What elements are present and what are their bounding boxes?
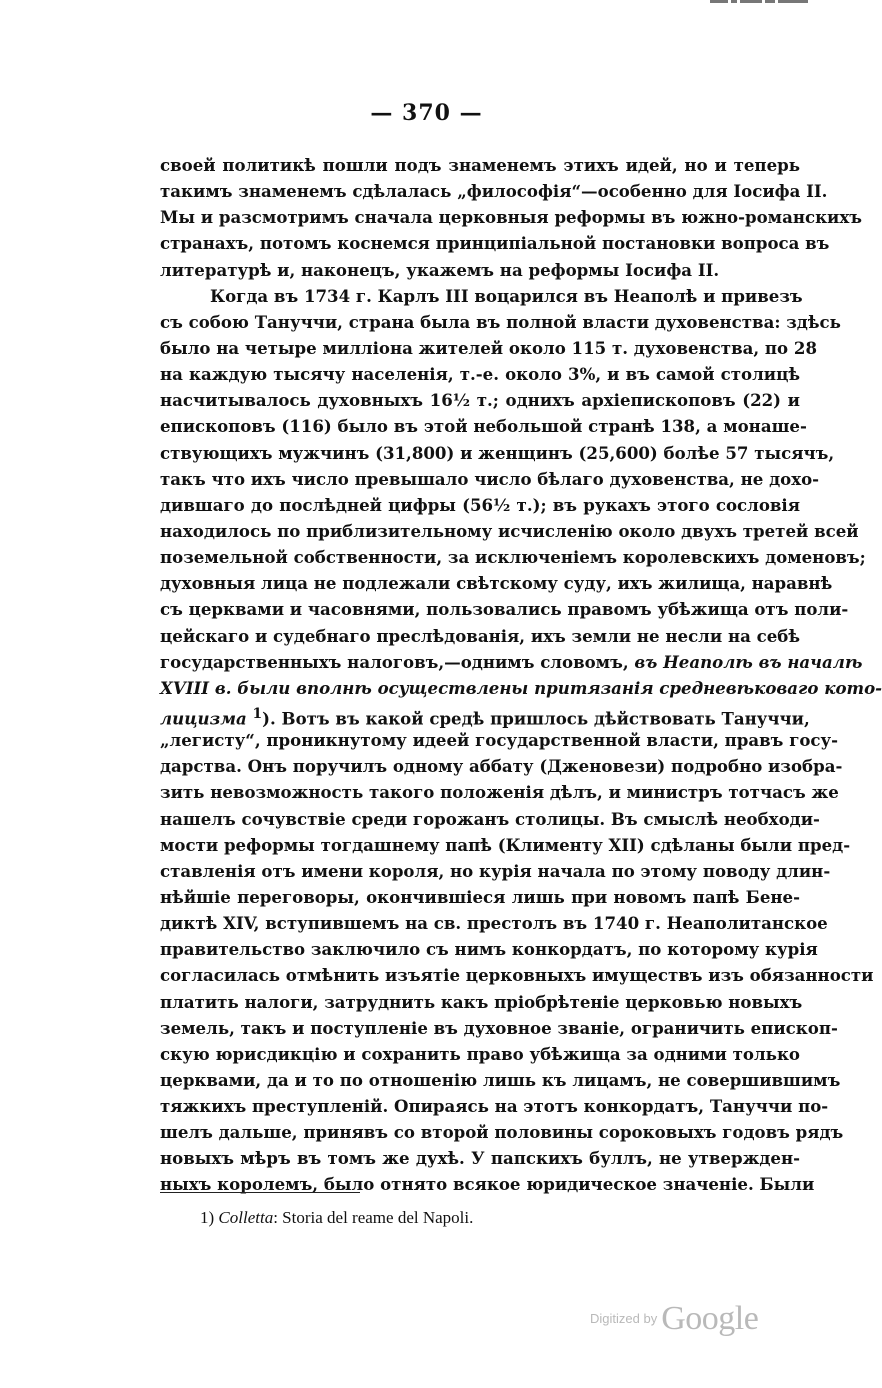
text-line: поземельной собственности, за исключеніемъ королевскихъ доменовъ;: [160, 547, 866, 568]
text-line: платить налоги, затруднить какъ пріобрѣтеніе церковью новыхъ: [160, 991, 803, 1012]
watermark-prefix: Digitized by: [590, 1311, 658, 1326]
text-line: зить невозможность такого положенія дѣлъ, и министръ тотчасъ же: [160, 782, 839, 803]
text-line: шелъ дальше, принявъ со второй половины сороковыхъ годовъ рядъ: [160, 1122, 844, 1143]
text-line: находилось по приблизительному исчисленію около двухъ третей всей: [160, 520, 859, 541]
text-line: странахъ, потомъ коснемся принципіальной постановки вопроса въ: [160, 233, 830, 254]
text-line: „легисту“, проникнутому идеей государственной власти, правъ госу-: [160, 730, 839, 751]
text-line: диктѣ XIV, вступившемъ на св. престолъ въ 1740 г. Неаполитанское: [160, 913, 828, 934]
text-line: насчитывалось духовныхъ 16½ т.; однихъ архіепископовъ (22) и: [160, 390, 800, 411]
italic-segment: лицизма: [160, 708, 247, 729]
italic-phrase: въ Неаполѣ въ началѣ: [634, 651, 863, 672]
text-line: на каждую тысячу населенія, т.-е. около 3%, и въ самой столицѣ: [160, 364, 800, 385]
text-line: правительство заключило съ нимъ конкордатъ, по которому курія: [160, 939, 818, 960]
italic-line: XVIII в. были вполнѣ осуществлены притязанія средневѣковаго кото-: [160, 677, 882, 698]
text-line: съ собою Тануччи, страна была въ полной власти духовенства: здѣсь: [160, 311, 841, 332]
text-line: мости реформы тогдашнему папѣ (Клименту XII) сдѣланы были пред-: [160, 834, 851, 855]
footnote-marker: 1): [200, 1208, 215, 1227]
digitized-watermark: [590, 1300, 790, 1340]
text-line: скую юрисдикцію и сохранить право убѣжища за одними только: [160, 1043, 800, 1064]
text-line: ныхъ королемъ, было отнято всякое юридическое значеніе. Были: [160, 1174, 815, 1195]
text-line: Мы и разсмотримъ сначала церковныя реформы въ южно-романскихъ: [160, 207, 862, 228]
text-segment: государственныхъ налоговъ,—однимъ словомъ,: [160, 651, 629, 672]
body-text: [160, 152, 882, 1198]
text-line: церквами, да и то по отношенію лишь къ лицамъ, не совершившимъ: [160, 1069, 841, 1090]
text-line: нашелъ сочувствіе среди горожанъ столицы. Въ смыслѣ необходи-: [160, 808, 820, 829]
page-number: — 370 —: [370, 100, 483, 126]
text-line-with-footnote: [160, 701, 810, 729]
footnote-title: : Storia del reame del Napoli.: [273, 1208, 474, 1227]
text-line: согласилась отмѣнить изъятіе церковныхъ имуществъ изъ обязанности: [160, 965, 874, 986]
scan-edge-marks: [710, 0, 830, 8]
text-line: было на четыре милліона жителей около 115 т. духовенства, по 28: [160, 337, 817, 358]
text-line: цейскаго и судебнаго преслѣдованія, ихъ земли не несли на себѣ: [160, 625, 801, 646]
footnote-reference: 1: [252, 705, 263, 722]
footnote-author: Colletta: [218, 1208, 274, 1227]
text-segment: ). Вотъ въ какой средѣ пришлось дѣйствовать Тануччи,: [262, 708, 810, 729]
footnote-divider: [160, 1192, 360, 1193]
text-line: дившаго до послѣдней цифры (56½ т.); въ рукахъ этого сословія: [160, 494, 800, 515]
text-line: такъ что ихъ число превышало число бѣлаго духовенства, не дохо-: [160, 468, 820, 489]
text-line: епископовъ (116) было въ этой небольшой странѣ 138, а монаше-: [160, 416, 807, 437]
text-line: тяжкихъ преступленій. Опираясь на этотъ конкордатъ, Тануччи по-: [160, 1096, 829, 1117]
text-line: духовныя лица не подлежали свѣтскому суду, ихъ жилища, наравнѣ: [160, 573, 833, 594]
text-line: новыхъ мѣръ въ томъ же духѣ. У папскихъ буллъ, не утвержден-: [160, 1148, 800, 1169]
text-line: Когда въ 1734 г. Карлъ III воцарился въ Неаполѣ и привезъ: [210, 285, 803, 306]
text-line: дарства. Онъ поручилъ одному аббату (Дженовези) подробно изобра-: [160, 756, 843, 777]
text-line: ствующихъ мужчинъ (31,800) и женщинъ (25,600) болѣе 57 тысячъ,: [160, 442, 835, 463]
google-logo: Google: [661, 1300, 759, 1337]
text-line: такимъ знаменемъ сдѣлалась „философія“—особенно для Іосифа II.: [160, 181, 828, 202]
text-line: своей политикѣ пошли подъ знаменемъ этихъ идей, но и теперь: [160, 155, 800, 175]
text-line-with-italic: [160, 649, 863, 675]
text-line: нѣйшіе переговоры, окончившіеся лишь при новомъ папѣ Бене-: [160, 886, 800, 907]
text-line: ставленія отъ имени короля, но курія начала по этому поводу длин-: [160, 860, 831, 881]
text-line: литературѣ и, наконецъ, укажемъ на реформы Іосифа II.: [160, 259, 720, 280]
footnote: [200, 1208, 473, 1228]
text-line: съ церквами и часовнями, пользовались правомъ убѣжища отъ поли-: [160, 599, 849, 620]
text-line: земель, такъ и поступленіе въ духовное званіе, ограничить епископ-: [160, 1017, 838, 1038]
